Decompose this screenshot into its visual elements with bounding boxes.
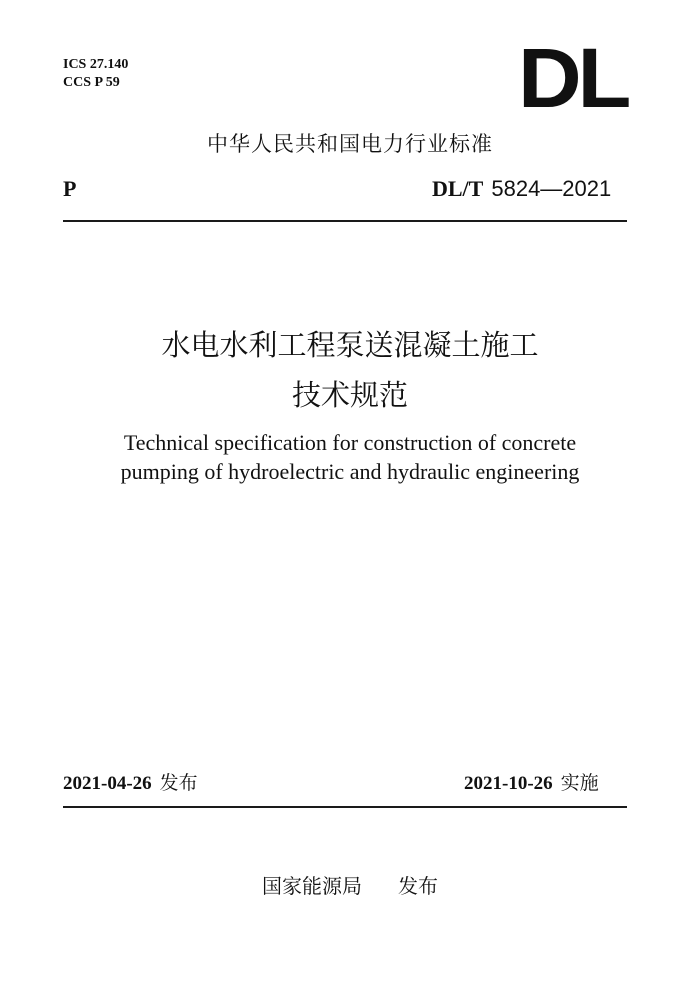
title-en-line-1: Technical specification for construction of concrete <box>123 430 577 455</box>
standard-number <box>432 176 611 202</box>
ics-code: ICS 27.140 <box>63 57 129 72</box>
standard-code: DL/T <box>432 176 484 201</box>
issue-date: 2021-04-26 <box>63 773 152 794</box>
standard-year: 5824—2021 <box>491 176 612 201</box>
standard-authority: 中华人民共和国电力行业标准 <box>207 132 493 156</box>
bottom-divider <box>63 806 627 808</box>
issuer-line <box>0 872 700 900</box>
effective-date-line <box>464 770 599 797</box>
effective-label: 实施 <box>560 772 599 794</box>
effective-date: 2021-10-26 <box>464 773 553 794</box>
issuer-name: 国家能源局 <box>262 874 362 898</box>
title-cn-line-1: 水电水利工程泵送混凝土施工 <box>161 328 539 362</box>
top-divider <box>63 220 627 222</box>
issue-date-line <box>63 770 198 797</box>
title-en-line-2: pumping of hydroelectric and hydraulic engineering <box>120 459 580 484</box>
title-cn-line-2: 技术规范 <box>291 378 408 412</box>
issuer-action: 发布 <box>398 874 438 898</box>
dl-logo: DL <box>518 31 628 125</box>
classification-letter: P <box>63 176 77 201</box>
ccs-code: CCS P 59 <box>63 75 120 90</box>
issue-label: 发布 <box>159 772 198 794</box>
